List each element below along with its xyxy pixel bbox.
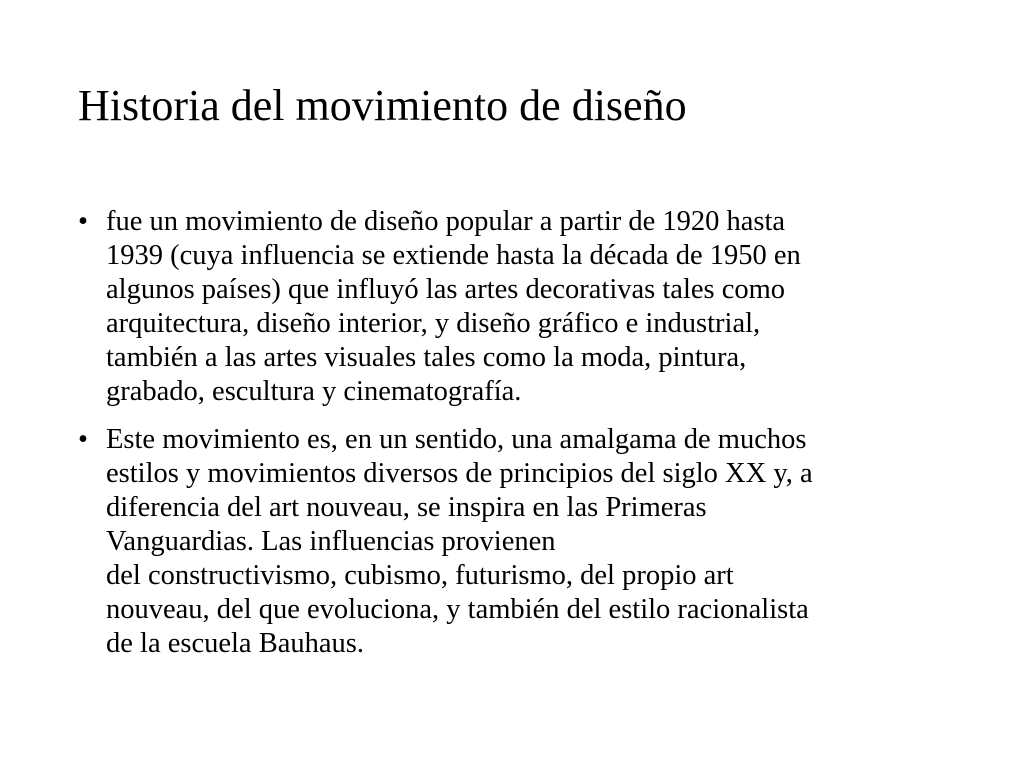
bullet-text-line: nouveau, del que evoluciona, y también del estilo racionalista <box>106 594 809 625</box>
bullet-text-line: grabado, escultura y cinematografía. <box>106 376 522 407</box>
bullet-text-line: de la escuela Bauhaus. <box>106 628 364 659</box>
bullet-text-line: algunos países) que influyó las artes decorativas tales como <box>106 274 786 305</box>
bullet-text-line: también a las artes visuales tales como la moda, pintura, <box>106 342 747 373</box>
bullet-list <box>78 205 948 675</box>
bullet-text-line: arquitectura, diseño interior, y diseño gráfico e industrial, <box>106 308 761 339</box>
bullet-text-line: Vanguardias. Las influencias provienen <box>106 526 556 557</box>
bullet-text-line: fue un movimiento de diseño popular a partir de 1920 hasta <box>106 206 786 237</box>
bullet-marker: • <box>78 206 88 237</box>
bullet-text-line: Este movimiento es, en un sentido, una amalgama de muchos <box>106 424 807 455</box>
bullet-text-line: estilos y movimientos diversos de principios del siglo XX y, a <box>106 458 813 489</box>
bullet-marker: • <box>78 424 88 455</box>
slide-title: Historia del movimiento de diseño <box>78 81 687 130</box>
bullet-text-line: 1939 (cuya influencia se extiende hasta la década de 1950 en <box>106 240 801 271</box>
bullet-text-line: diferencia del art nouveau, se inspira en las Primeras <box>106 492 707 523</box>
bullet-item <box>78 205 948 409</box>
bullet-item <box>78 423 948 661</box>
bullet-text-line: del constructivismo, cubismo, futurismo, del propio art <box>106 560 734 591</box>
